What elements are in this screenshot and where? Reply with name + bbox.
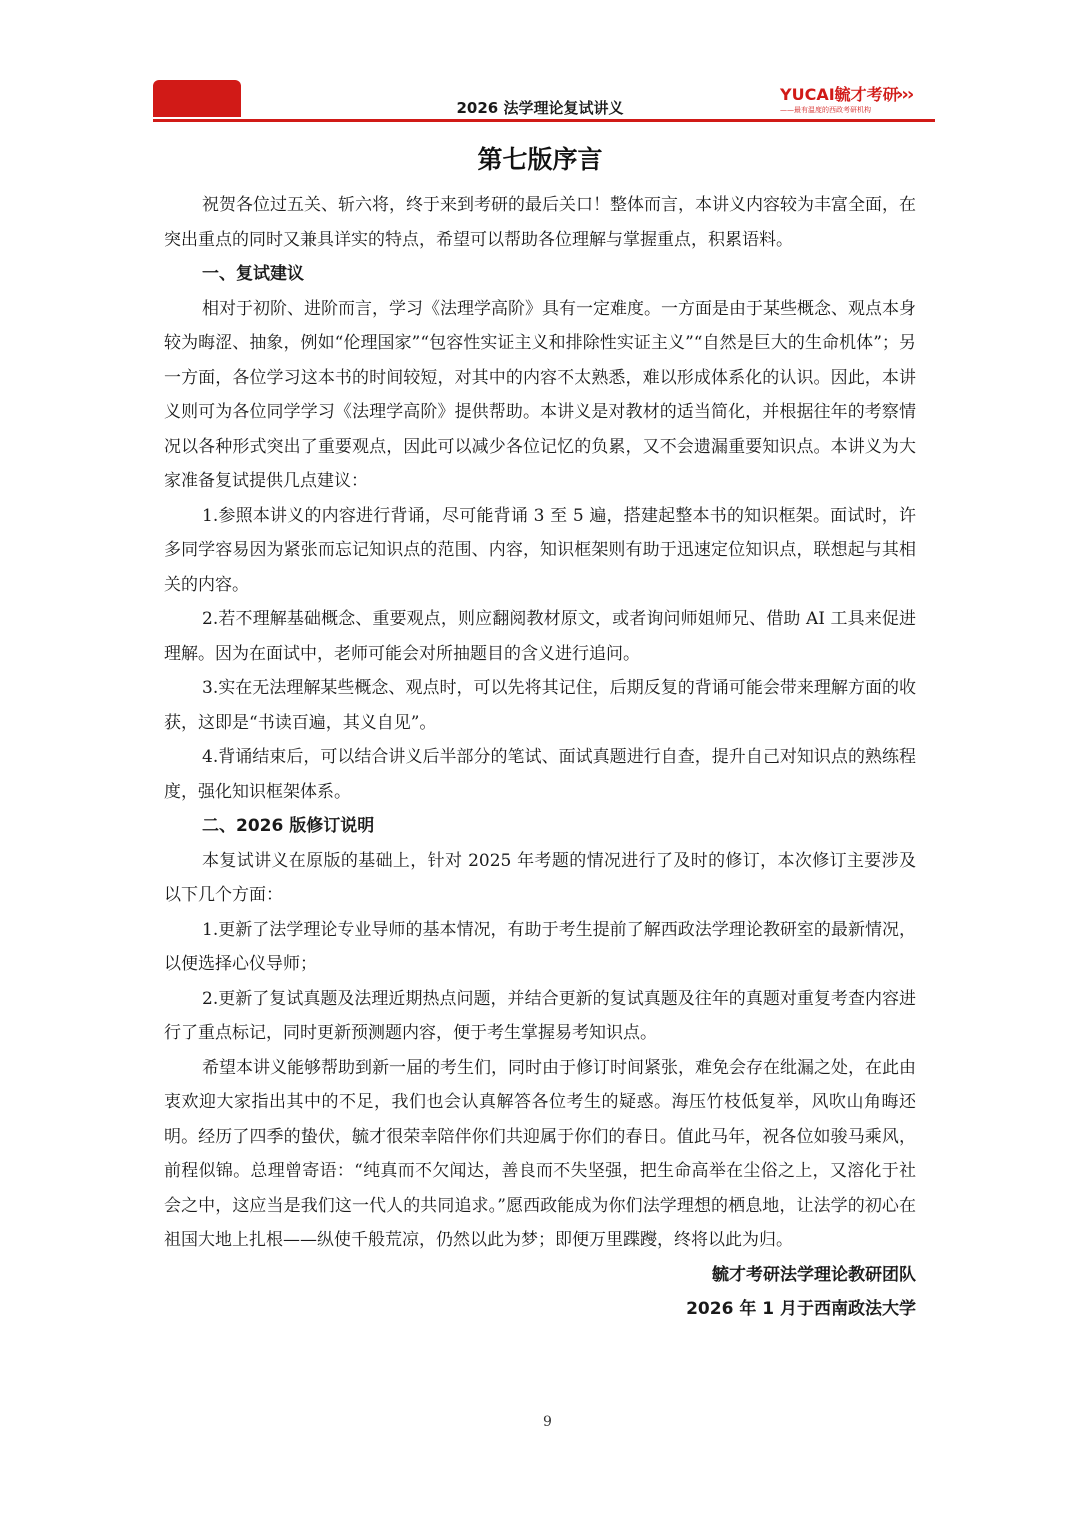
revision-paragraph: 本复试讲义在原版的基础上，针对 2025 年考题的情况进行了及时的修订，本次修订主要涉及以下几个方面： bbox=[164, 850, 916, 905]
page-number: 9 bbox=[543, 1414, 552, 1430]
closing-paragraph: 希望本讲义能够帮助到新一届的考生们，同时由于修订时间紧张，难免会存在纰漏之处，在此由衷欢迎大家指出其中的不足，我们也会认真解答各位考生的疑惑。海压竹枝低复举，风吹山角晦还明。经历了四季的蛰伏，毓才很荣幸陪伴你们共迎属于你们的春日。值此马年，祝各位如骏马乘风，前程似锦。总理曾寄语：“纯真而不欠闻达，善良而不失坚强，把生命高举在尘俗之上，又溶化于社会之中，这应当是我们这一代人的共同追求。”愿西政能成为你们法学理想的栖息地，让法学的初心在祖国大地上扎根——纵使千般荒凉，仍然以此为梦；即便万里蹀躞，终将以此为归。 bbox=[164, 1057, 916, 1250]
header-red-tab bbox=[153, 80, 241, 117]
header-divider bbox=[153, 119, 935, 122]
list-item: 2.更新了复试真题及法理近期热点问题，并结合更新的复试真题及往年的真题对重复考查内容进行了重点标记，同时更新预测题内容，便于考生掌握易考知识点。 bbox=[164, 988, 916, 1043]
list-item: 1.更新了法学理论专业导师的基本情况，有助于考生提前了解西政法学理论教研室的最新情况，以便选择心仪导师； bbox=[164, 919, 916, 974]
signature-date: 2026 年 1 月于西南政法大学 bbox=[686, 1299, 916, 1319]
list-item: 3.实在无法理解某些概念、观点时，可以先将其记住，后期反复的背诵可能会带来理解方面的收获，这即是“书读百遍，其义自见”。 bbox=[164, 678, 916, 733]
signature-team: 毓才考研法学理论教研团队 bbox=[712, 1264, 916, 1285]
section-heading-suggestions: 一、复试建议 bbox=[202, 264, 304, 284]
header-title: 2026 法学理论复试讲义 bbox=[456, 99, 624, 117]
chevrons-right-icon: ››› bbox=[896, 84, 913, 105]
document-body bbox=[164, 188, 916, 1327]
list-item: 1.参照本讲义的内容进行背诵，尽可能背诵 3 至 5 遍，搭建起整本书的知识框架。面试时，许多同学容易因为紧张而忘记知识点的范围、内容，知识框架则有助于迅速定位知识点，联想起与其相关的内容。 bbox=[164, 505, 916, 595]
section-heading-revision: 二、2026 版修订说明 bbox=[202, 816, 375, 836]
intro-paragraph: 祝贺各位过五关、斩六将，终于来到考研的最后关口！整体而言，本讲义内容较为丰富全面，在突出重点的同时又兼具详实的特点，希望可以帮助各位理解与掌握重点，积累语料。 bbox=[164, 195, 916, 250]
list-item: 4.背诵结束后，可以结合讲义后半部分的笔试、面试真题进行自查，提升自己对知识点的熟练程度，强化知识框架体系。 bbox=[164, 747, 916, 802]
logo-slogan: ——最有温度的西政考研机构 bbox=[780, 106, 871, 114]
brand-logo bbox=[780, 82, 940, 118]
page-title: 第七版序言 bbox=[477, 145, 603, 174]
logo-text: YUCAI毓才考研 bbox=[780, 85, 899, 104]
list-item: 2.若不理解基础概念、重要观点，则应翻阅教材原文，或者询问师姐师兄、借助 AI 工具来促进理解。因为在面试中，老师可能会对所抽题目的含义进行追问。 bbox=[164, 609, 916, 664]
suggestions-paragraph: 相对于初阶、进阶而言，学习《法理学高阶》具有一定难度。一方面是由于某些概念、观点本身较为晦涩、抽象，例如“伦理国家”“包容性实证主义和排除性实证主义”“自然是巨大的生命机体”；另一方面，各位学习这本书的时间较短，对其中的内容不太熟悉，难以形成体系化的认识。因此，本讲义则可为各位同学学习《法理学高阶》提供帮助。本讲义是对教材的适当简化，并根据往年的考察情况以各种形式突出了重要观点，因此可以减少各位记忆的负累，又不会遗漏重要知识点。本讲义为大家准备复试提供几点建议： bbox=[164, 298, 916, 491]
page-header bbox=[0, 0, 1080, 130]
